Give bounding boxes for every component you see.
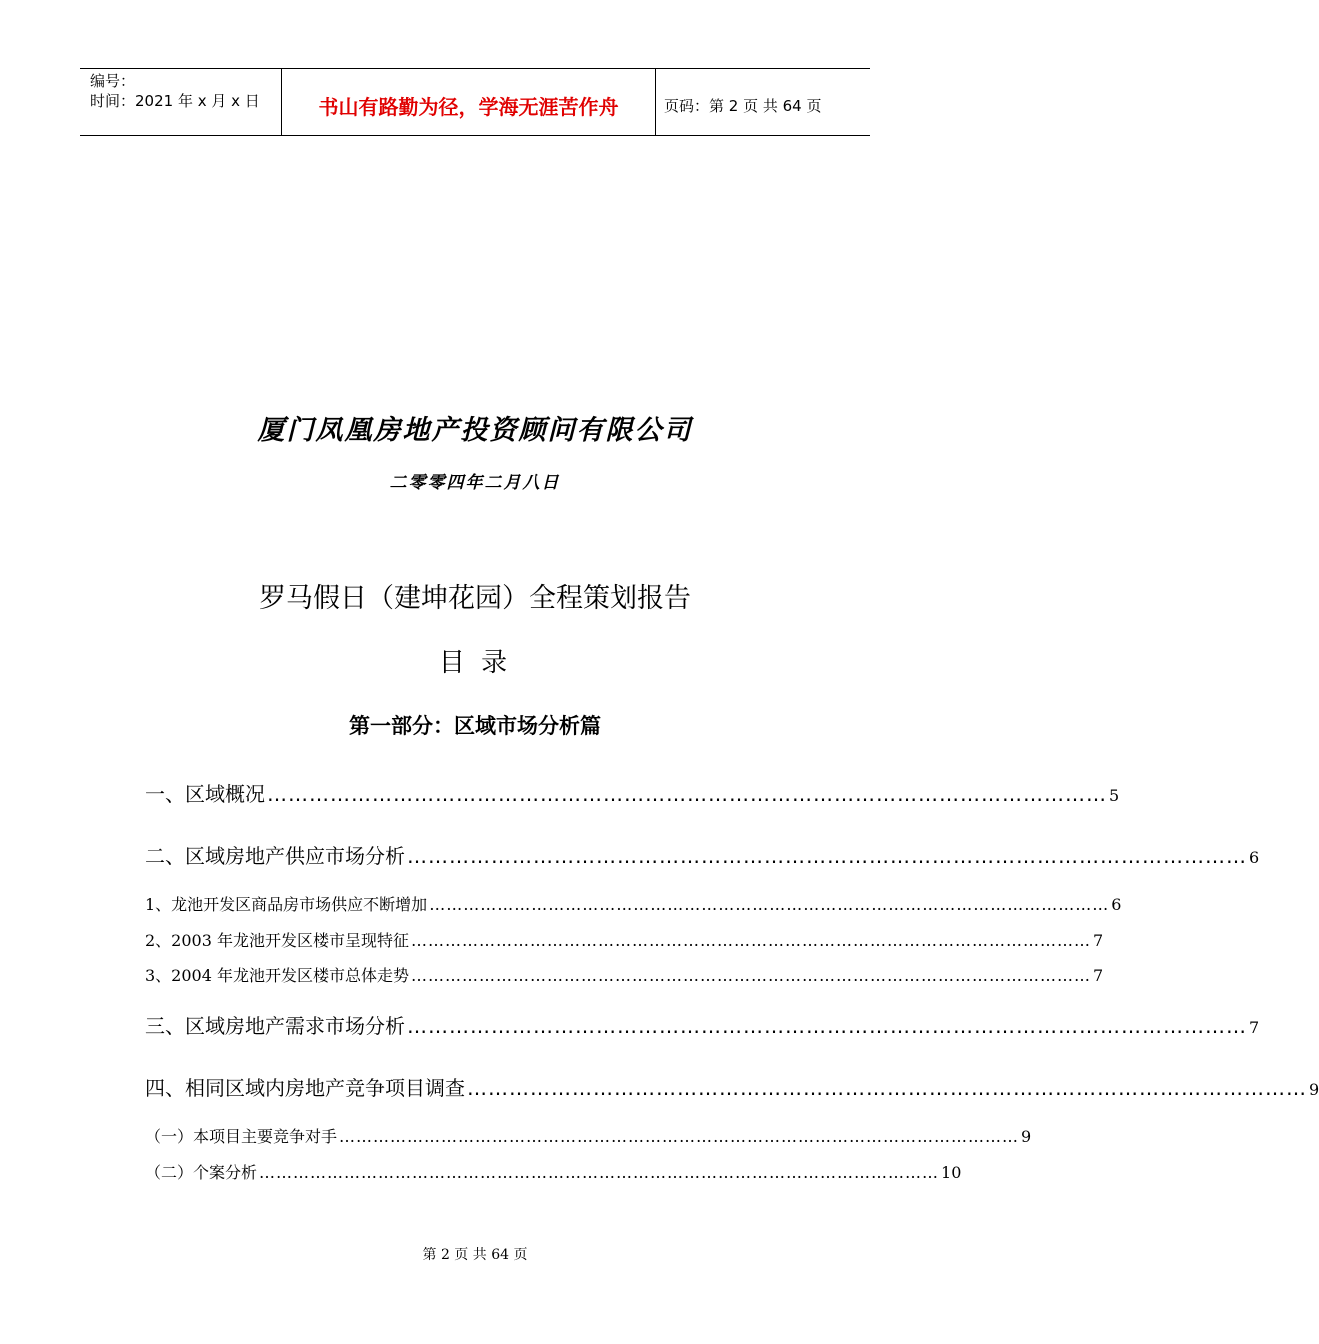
toc-leader: ………………………………………………………………………………………………………… — [411, 931, 1091, 950]
toc-entry-label: （一）本项目主要竞争对手 — [145, 1127, 338, 1146]
header-motto: 书山有路勤为径，学海无涯苦作舟 — [282, 69, 656, 135]
toc-entry-label: 四、相同区域内房地产竞争项目调查 — [145, 1076, 465, 1100]
toc-entry-label: 三、区域房地产需求市场分析 — [145, 1014, 405, 1038]
toc-entry-label: 3、2004 年龙池开发区楼市总体走势 — [145, 966, 409, 985]
page-footer: 第 2 页 共 64 页 — [422, 1247, 528, 1263]
toc-entry-page: 7 — [1093, 931, 1104, 950]
toc-entry[interactable] — [145, 1124, 1032, 1147]
toc-leader: ………………………………………………………………………………………………………… — [467, 1076, 1307, 1100]
toc-entry-label: 二、区域房地产供应市场分析 — [145, 844, 405, 868]
toc-entry-page: 9 — [1021, 1127, 1032, 1146]
toc-entry[interactable] — [145, 778, 1120, 807]
toc-entry-page: 9 — [1309, 1080, 1319, 1099]
toc-entry-page: 6 — [1111, 895, 1122, 914]
toc-entry[interactable] — [145, 1010, 1260, 1039]
toc-leader: ………………………………………………………………………………………………………… — [429, 895, 1110, 914]
toc-entry-page: 7 — [1249, 1018, 1260, 1037]
toc-entry[interactable] — [145, 892, 1122, 915]
company-name: 厦门凤凰房地产投资顾问有限公司 — [257, 415, 693, 446]
header-time: 时间：2021 年 x 月 x 日 — [90, 92, 260, 110]
toc-entry-label: 1、龙池开发区商品房市场供应不断增加 — [145, 895, 428, 914]
toc-leader: ………………………………………………………………………………………………………… — [259, 1163, 940, 1182]
toc-entry-label: 2、2003 年龙池开发区楼市呈现特征 — [145, 931, 409, 950]
toc-entry-page: 6 — [1249, 848, 1260, 867]
toc-leader: ………………………………………………………………………………………………………… — [411, 966, 1091, 985]
toc-entry-page: 7 — [1093, 966, 1104, 985]
toc-entry-page: 5 — [1109, 786, 1120, 805]
header-meta — [80, 69, 282, 135]
toc-entry[interactable] — [145, 963, 1104, 986]
toc-leader: ………………………………………………………………………………………………………… — [407, 1014, 1247, 1038]
toc-heading: 目 录 — [438, 648, 512, 678]
report-title: 罗马假日（建坤花园）全程策划报告 — [259, 583, 691, 614]
report-date: 二零零四年二月八日 — [389, 473, 561, 493]
part-heading: 第一部分：区域市场分析篇 — [349, 714, 601, 738]
page-header — [80, 68, 870, 136]
toc-entry-label: （二）个案分析 — [145, 1163, 258, 1182]
toc-leader: ………………………………………………………………………………………………………… — [267, 782, 1107, 806]
toc-leader: ………………………………………………………………………………………………………… — [339, 1127, 1020, 1146]
header-page-info: 页码：第 2 页 共 64 页 — [664, 96, 822, 115]
toc-entry-page: 10 — [941, 1163, 962, 1182]
toc-leader: ………………………………………………………………………………………………………… — [407, 844, 1247, 868]
toc-entry[interactable] — [145, 840, 1260, 869]
toc-entry-label: 一、区域概况 — [145, 782, 265, 806]
toc-entry[interactable] — [145, 928, 1104, 951]
header-code: 编号： — [90, 72, 136, 90]
toc-entry[interactable] — [145, 1072, 1319, 1101]
toc-entry[interactable] — [145, 1160, 962, 1183]
